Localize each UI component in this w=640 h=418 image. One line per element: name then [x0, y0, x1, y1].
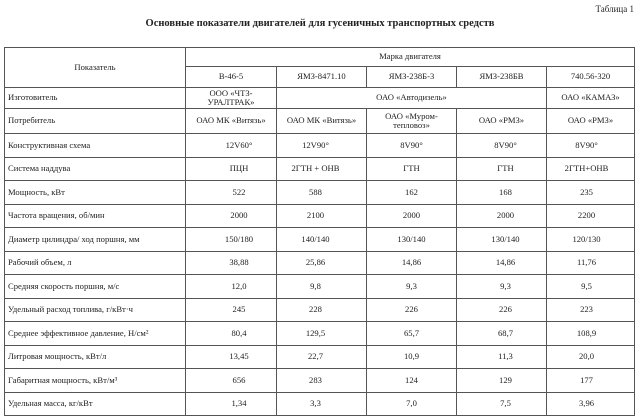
engine-header: 740.56-320 [547, 67, 635, 88]
row-label: Средняя скорость поршня, м/с [5, 275, 186, 299]
row-value-cell [186, 181, 277, 205]
row-value-cell [367, 392, 457, 416]
row-value-cell [277, 251, 367, 275]
row-value-cell [277, 392, 367, 416]
row-value-cell [277, 369, 367, 393]
row-value: 11,76 [577, 257, 597, 268]
row-value: 2000 [496, 210, 515, 221]
row-value: 522 [232, 186, 246, 197]
row-value-cell [547, 275, 635, 299]
row-value: 162 [405, 186, 418, 197]
row-value: 12,0 [231, 280, 247, 291]
row-label: Удельная масса, кг/кВт [5, 392, 186, 416]
row-value-cell [277, 181, 367, 205]
row-value: 8V90° [575, 139, 598, 150]
row-value: 129,5 [305, 327, 326, 338]
row-label: Рабочий объем, л [5, 251, 186, 275]
row-value: 108,9 [576, 327, 597, 338]
row-value: 9,3 [500, 280, 511, 291]
table-row [5, 204, 635, 228]
row-value: ГТН [403, 163, 420, 174]
row-value: 9,3 [406, 280, 417, 291]
row-value-cell [186, 369, 277, 393]
row-label: Мощность, кВт [5, 181, 186, 205]
row-value-cell [457, 345, 547, 369]
row-value-cell [186, 228, 277, 252]
row-value: 8V90° [400, 139, 423, 150]
row-value: 9,8 [310, 280, 321, 291]
table-row [5, 157, 635, 181]
engine-header: В-46-5 [186, 67, 277, 88]
row-value-cell [367, 157, 457, 181]
row-value-cell [457, 251, 547, 275]
row-value-cell [547, 251, 635, 275]
row-value: 283 [309, 374, 322, 385]
row-label: Диаметр цилиндра/ ход поршня, мм [5, 228, 186, 252]
row-value-cell [277, 157, 367, 181]
consumer-value: ОАО МК «Витязь» [186, 109, 277, 134]
row-value-cell [457, 275, 547, 299]
table-row [5, 369, 635, 393]
row-value: 235 [580, 186, 593, 197]
row-value: 2100 [306, 210, 325, 221]
maker-value: ОАО «Автодизель» [277, 88, 547, 109]
row-value-cell [547, 228, 635, 252]
maker-label: Изготовитель [5, 88, 186, 109]
row-value-cell [547, 322, 635, 346]
row-value-cell [367, 181, 457, 205]
row-value: 245 [232, 304, 246, 315]
table-row [5, 228, 635, 252]
row-value: ГТН [497, 163, 514, 174]
row-label: Частота вращения, об/мин [5, 204, 186, 228]
row-value-cell [186, 275, 277, 299]
row-value-cell [186, 134, 277, 158]
row-value-cell [547, 157, 635, 181]
table-row [5, 322, 635, 346]
row-value-cell [547, 204, 635, 228]
row-label: Система наддува [5, 157, 186, 181]
engine-parameters-table [4, 47, 635, 416]
row-value: 11,3 [498, 351, 513, 362]
row-value-cell [367, 275, 457, 299]
row-value-cell [457, 204, 547, 228]
row-value-cell [547, 181, 635, 205]
row-value: 9,5 [581, 280, 592, 291]
row-value: 20,0 [579, 351, 595, 362]
row-value-cell [186, 322, 277, 346]
row-value: 1,34 [231, 398, 247, 409]
row-value-cell [547, 298, 635, 322]
row-value-cell [547, 369, 635, 393]
row-value-cell [457, 134, 547, 158]
row-value-cell [367, 204, 457, 228]
table-row [5, 251, 635, 275]
row-value: ПЦН [229, 163, 249, 174]
row-value: 13,45 [229, 351, 249, 362]
row-label: Конструктивная схема [5, 134, 186, 158]
row-value: 130/140 [397, 233, 426, 244]
row-value: 588 [309, 186, 322, 197]
maker-value: ООО «ЧТЗ-УРАЛТРАК» [186, 88, 277, 109]
row-value: 7,5 [500, 398, 511, 409]
row-value-cell [186, 298, 277, 322]
row-value: 14,86 [495, 257, 516, 268]
row-value: 12V90° [302, 139, 329, 150]
row-value: 2ГТН + ОНВ [291, 163, 340, 174]
row-value: 177 [580, 374, 593, 385]
row-value: 656 [232, 374, 246, 385]
row-value-cell [457, 298, 547, 322]
row-label: Удельный расход топлива, г/кВт·ч [5, 298, 186, 322]
table-title: Основные показатели двигателей для гусеничных транспортных средств [145, 18, 495, 29]
row-value: 8V90° [494, 139, 517, 150]
consumer-value: ОАО МК «Витязь» [277, 109, 367, 134]
row-value-cell [367, 228, 457, 252]
row-value-cell [367, 251, 457, 275]
row-value-cell [186, 157, 277, 181]
row-value: 2000 [402, 210, 421, 221]
row-value-cell [457, 228, 547, 252]
row-value: 2200 [577, 210, 596, 221]
row-value-cell [367, 134, 457, 158]
row-value: 7,0 [406, 398, 417, 409]
row-value: 14,86 [401, 257, 422, 268]
row-value-cell [547, 392, 635, 416]
row-value: 80,4 [231, 327, 247, 338]
row-value: 129 [499, 374, 512, 385]
row-value-cell [186, 251, 277, 275]
row-value-cell [457, 369, 547, 393]
row-value-cell [277, 134, 367, 158]
row-value-cell [457, 392, 547, 416]
param-header: Показатель [5, 48, 186, 88]
row-value-cell [277, 228, 367, 252]
table-row [5, 275, 635, 299]
table-row [5, 181, 635, 205]
row-value: 22,7 [307, 351, 324, 362]
row-value-cell [186, 392, 277, 416]
row-value-cell [277, 204, 367, 228]
consumer-value: ОАО «Муром-тепловоз» [367, 109, 457, 134]
row-value: 2ГТН+ОНВ [564, 163, 609, 174]
row-value: 226 [405, 304, 418, 315]
row-value: 68,7 [497, 327, 514, 338]
engine-header: ЯМЗ-8471.10 [277, 67, 367, 88]
row-value-cell [457, 322, 547, 346]
consumer-value: ОАО «РМЗ» [547, 109, 635, 134]
row-value: 226 [499, 304, 512, 315]
row-value: 10,9 [403, 351, 420, 362]
row-value: 65,7 [403, 327, 420, 338]
row-value-cell [547, 134, 635, 158]
row-label: Литровая мощность, кВт/л [5, 345, 186, 369]
table-row [5, 392, 635, 416]
engine-header: ЯМЗ-238БВ [457, 67, 547, 88]
row-label: Габаритная мощность, кВт/м³ [5, 369, 186, 393]
row-value-cell [277, 298, 367, 322]
table-number: Таблица 1 [595, 4, 634, 14]
row-value-cell [457, 157, 547, 181]
row-value: 3,3 [310, 398, 321, 409]
row-value: 2000 [230, 210, 248, 221]
row-value: 168 [499, 186, 512, 197]
row-value: 12V60° [225, 139, 253, 150]
row-label: Среднее эффективное давление, Н/см² [5, 322, 186, 346]
row-value-cell [457, 181, 547, 205]
row-value-cell [186, 345, 277, 369]
row-value: 38,88 [229, 257, 249, 268]
row-value-cell [367, 345, 457, 369]
row-value: 3,96 [579, 398, 595, 409]
row-value-cell [367, 298, 457, 322]
table-row [5, 134, 635, 158]
row-value-cell [277, 275, 367, 299]
table-row [5, 298, 635, 322]
row-value: 25,86 [305, 257, 326, 268]
row-value-cell [367, 322, 457, 346]
engine-header: ЯМЗ-238Б-3 [367, 67, 457, 88]
row-value-cell [277, 345, 367, 369]
row-value-cell [277, 322, 367, 346]
consumer-value: ОАО «РМЗ» [457, 109, 547, 134]
table-row [5, 345, 635, 369]
brand-header: Марка двигателя [186, 48, 635, 67]
consumer-label: Потребитель [5, 109, 186, 134]
row-value: 228 [309, 304, 322, 315]
row-value: 130/140 [491, 233, 520, 244]
row-value-cell [367, 369, 457, 393]
row-value: 150/180 [224, 233, 254, 244]
maker-value: ОАО «КАМАЗ» [547, 88, 635, 109]
row-value: 120/130 [572, 233, 601, 244]
row-value: 124 [405, 374, 418, 385]
row-value: 223 [580, 304, 593, 315]
row-value: 140/140 [301, 233, 330, 244]
row-value-cell [547, 345, 635, 369]
row-value-cell [186, 204, 277, 228]
